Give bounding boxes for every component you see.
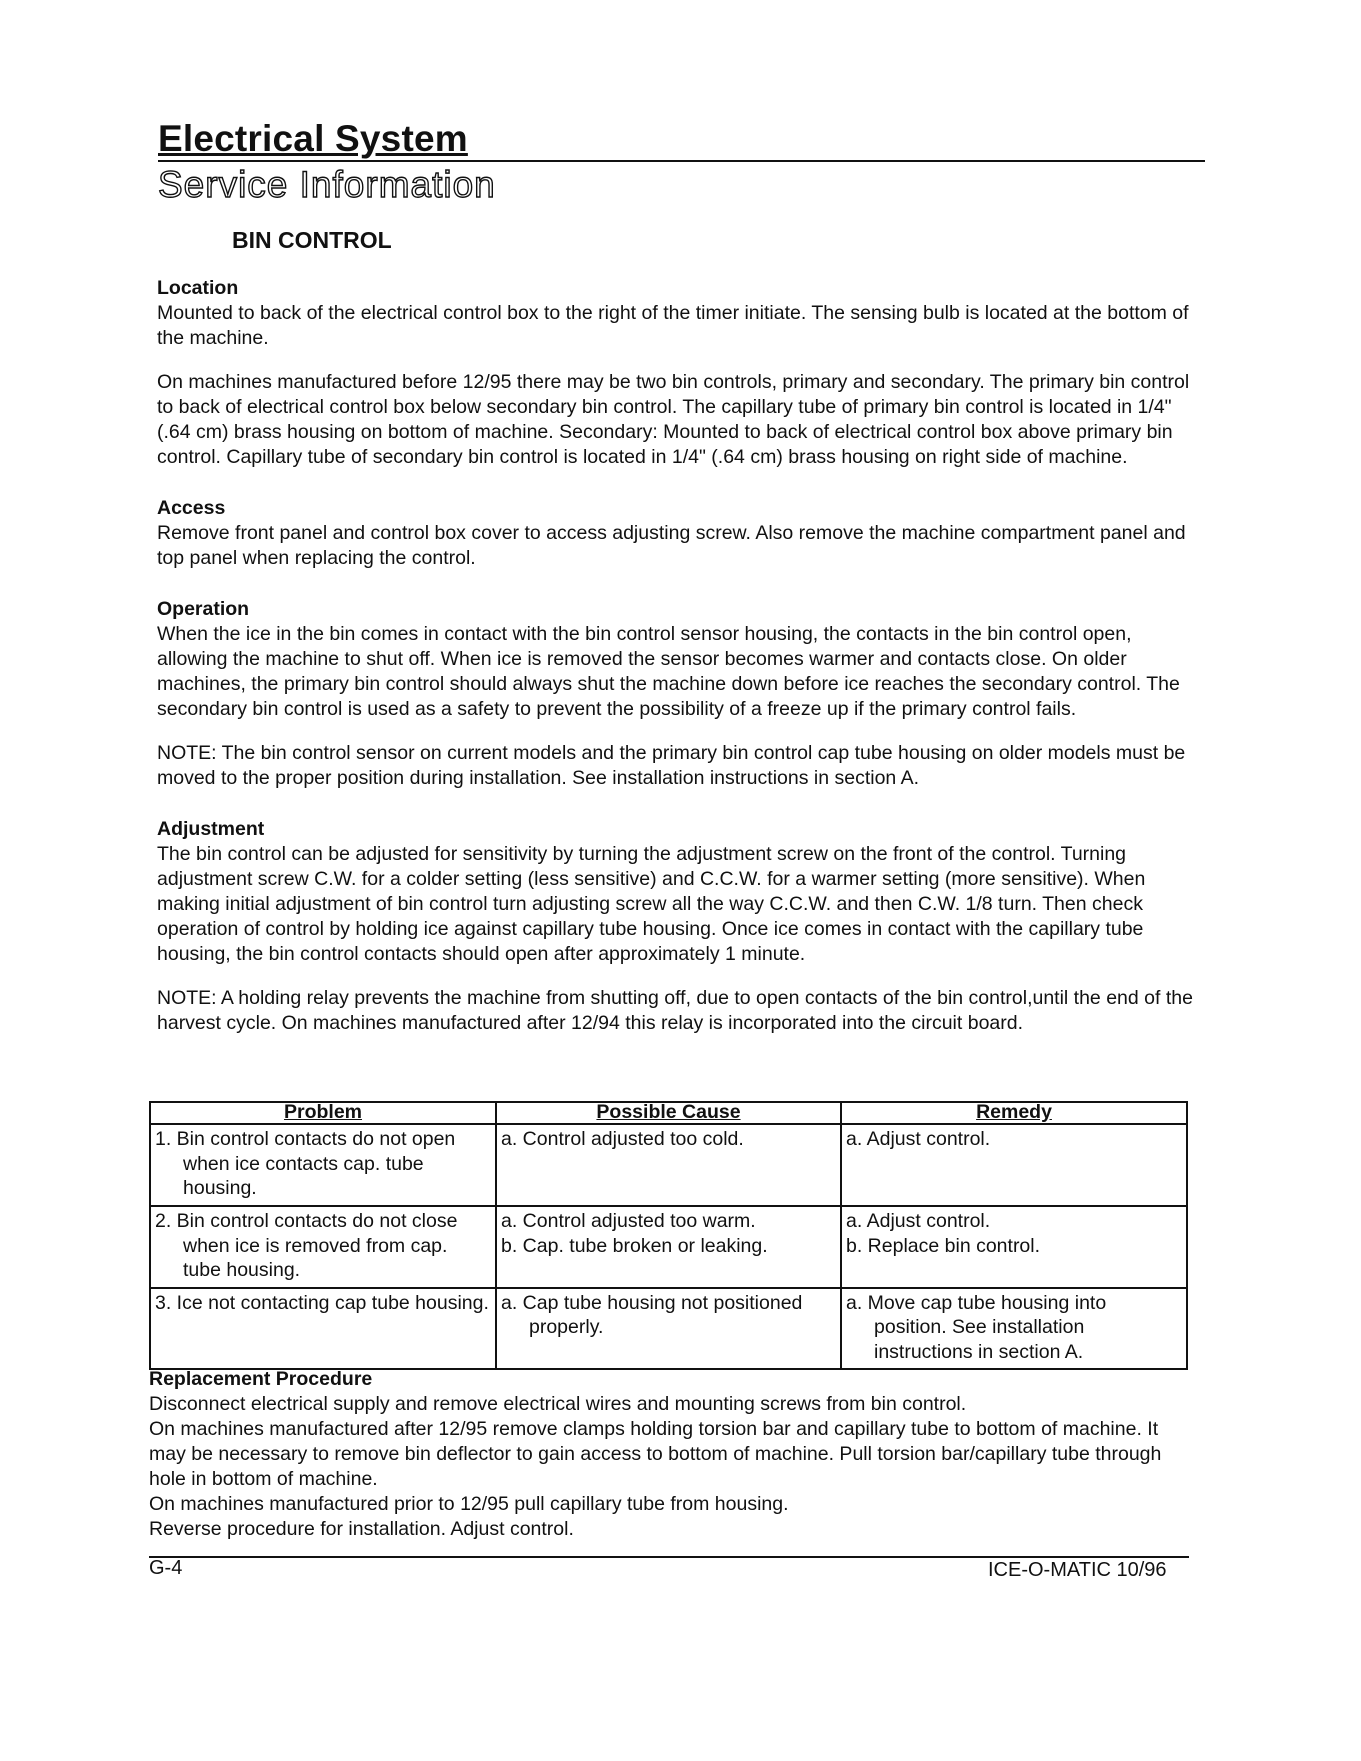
column-header-problem: Problem (150, 1102, 496, 1124)
cause-cell (496, 1206, 841, 1288)
adjustment-heading: Adjustment (157, 818, 265, 840)
remedy-text: a. Adjust control. (846, 1128, 991, 1150)
location-heading: Location (157, 277, 239, 299)
replacement-heading: Replacement Procedure (149, 1368, 373, 1390)
remedy-text: a. Adjust control. (846, 1210, 991, 1232)
problem-text: 2. Bin control contacts do not close when ice is removed from cap. tube housing. (155, 1210, 458, 1281)
table-row (150, 1124, 1187, 1206)
column-header-remedy: Remedy (841, 1102, 1187, 1124)
replacement-line-3: On machines manufactured prior to 12/95 pull capillary tube from housing. (149, 1493, 789, 1515)
footer-rule (149, 1556, 1189, 1558)
access-paragraph: Remove front panel and control box cover to access adjusting screw. Also remove the machine compartment panel and top panel when replacing the control. (157, 522, 1186, 569)
adjustment-note: NOTE: A holding relay prevents the machine from shutting off, due to open contacts of the bin control,until the end of the harvest cycle. On machines manufactured after 12/94 this relay is incorporated into the circuit board. (157, 987, 1193, 1034)
cause-text: a. Cap tube housing not positioned properly. (501, 1291, 803, 1338)
cause-text: a. Control adjusted too warm. (501, 1210, 756, 1232)
problem-text: 3. Ice not contacting cap tube housing. (155, 1291, 489, 1314)
body-content (157, 276, 1207, 1036)
remedy-cell (841, 1206, 1187, 1288)
footer-brand: ICE-O-MATIC 10/96 (988, 1559, 1167, 1581)
replacement-line-1: Disconnect electrical supply and remove electrical wires and mounting screws from bin control. (149, 1393, 967, 1415)
problem-cell (150, 1206, 496, 1288)
cause-cell (496, 1124, 841, 1206)
problem-text: 1. Bin control contacts do not open when ice contacts cap. tube housing. (155, 1128, 456, 1199)
problem-cell (150, 1288, 496, 1370)
remedy-cell (841, 1124, 1187, 1206)
replacement-section (149, 1367, 1199, 1542)
replacement-line-4: Reverse procedure for installation. Adjust control. (149, 1518, 574, 1540)
operation-note: NOTE: The bin control sensor on current models and the primary bin control cap tube housing on older models must be moved to the proper position during installation. See installation instructions in section A. (157, 742, 1186, 789)
cause-text-b: b. Cap. tube broken or leaking. (501, 1234, 768, 1257)
troubleshooting-table (149, 1101, 1188, 1370)
replacement-line-2: On machines manufactured after 12/95 remove clamps holding torsion bar and capillary tube to bottom of machine. It may be necessary to remove bin deflector to gain access to bottom of machine. Pull torsion bar/capillary tube through hole in bottom of machine. (149, 1418, 1162, 1490)
table-row (150, 1288, 1187, 1370)
page-header (158, 118, 1205, 208)
column-header-cause: Possible Cause (496, 1102, 841, 1124)
access-heading: Access (157, 497, 226, 519)
remedy-text: a. Move cap tube housing into position. See installation instructions in section A. (846, 1291, 1107, 1363)
remedy-text-b: b. Replace bin control. (846, 1234, 1041, 1257)
location-paragraph-1: Mounted to back of the electrical control box to the right of the timer initiate. The sensing bulb is located at the bottom of the machine. (157, 302, 1189, 349)
adjustment-paragraph: The bin control can be adjusted for sensitivity by turning the adjustment screw on the front of the control. Turning adjustment screw C.W. for a colder setting (less sensitive) and C.C.W. for a warmer setting (more sensitive). When making initial adjustment of bin control turn adjusting screw all the way C.C.W. and then C.W. 1/8 turn. Then check operation of control by holding ice against capillary tube housing. Once ice comes in contact with the capillary tube housing, the bin control contacts should open after approximately 1 minute. (157, 843, 1146, 965)
problem-cell (150, 1124, 496, 1206)
cause-text: a. Control adjusted too cold. (501, 1128, 744, 1150)
table-row (150, 1206, 1187, 1288)
page-subtitle: Service Information (158, 164, 496, 205)
table-header-row (150, 1102, 1187, 1124)
cause-cell (496, 1288, 841, 1370)
page-number: G-4 (149, 1557, 183, 1579)
operation-paragraph: When the ice in the bin comes in contact with the bin control sensor housing, the contacts in the bin control open, allowing the machine to shut off. When ice is removed the sensor becomes warmer and contacts close. On older machines, the primary bin control should always shut the machine down before ice reaches the secondary control. The secondary bin control is used as a safety to prevent the possibility of a freeze up if the primary control fails. (157, 623, 1180, 720)
page-title: Electrical System (158, 118, 1205, 162)
location-paragraph-2: On machines manufactured before 12/95 there may be two bin controls, primary and secondary. The primary bin control to back of electrical control box below secondary bin control. The capillary tube of primary bin control is located in 1/4" (.64 cm) brass housing on bottom of machine. Secondary: Mounted to back of electrical control box above primary bin control. Capillary tube of secondary bin control is located in 1/4" (.64 cm) brass housing on right side of machine. (157, 371, 1190, 468)
section-title: BIN CONTROL (232, 227, 392, 253)
remedy-cell (841, 1288, 1187, 1370)
operation-heading: Operation (157, 598, 250, 620)
